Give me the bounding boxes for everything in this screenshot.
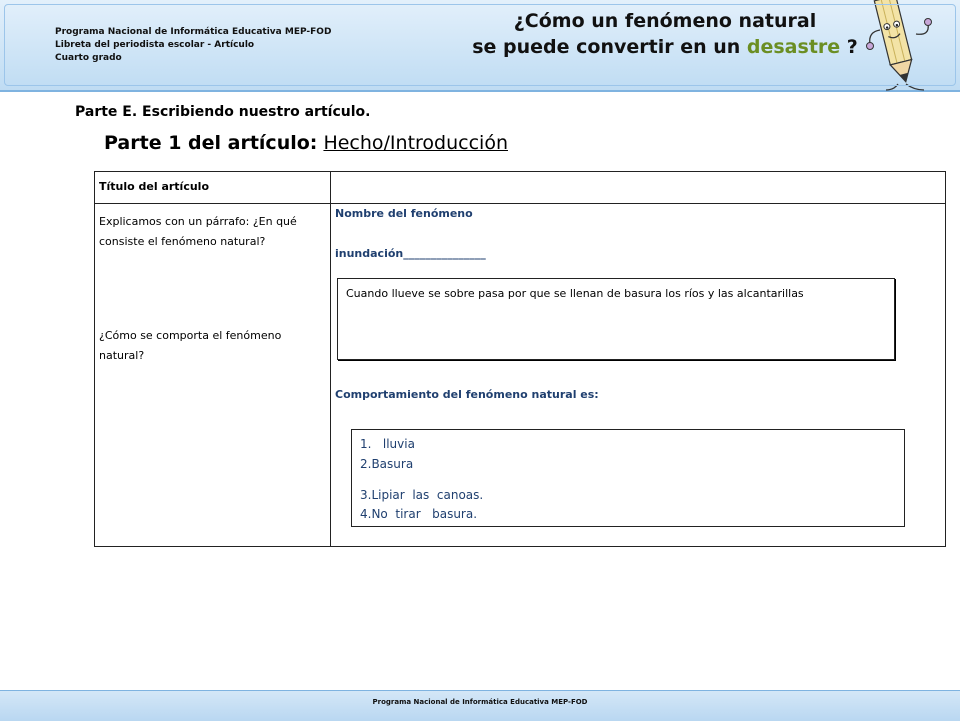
program-name: Programa Nacional de Informática Educativa MEP-FOD (55, 27, 332, 37)
article-title-label: Título del artículo (99, 180, 210, 193)
behavior-item: 3.Lipiar las canoas. (360, 488, 484, 502)
title-row (95, 172, 945, 204)
question-behavior: ¿Cómo se comporta el fenómeno natural? (99, 329, 282, 362)
main-title (430, 8, 900, 60)
part-heading (104, 132, 508, 154)
program-info (55, 26, 331, 65)
description-text: Cuando llueve se sobre pasa por que se llenan de basura los ríos y las alcantarillas (346, 287, 804, 300)
part-heading-label: Parte 1 del artículo: (104, 132, 318, 154)
footer-text: Programa Nacional de Informática Educativa MEP-FOD (372, 698, 588, 706)
behavior-item: 1. lluvia (360, 437, 415, 451)
part-heading-topic: Hecho/Introducción (323, 132, 508, 154)
notebook-name: Libreta del periodista escolar - Artículo (55, 40, 255, 50)
header-band (0, 0, 960, 92)
title-line-1: ¿Cómo un fenómeno natural (513, 10, 817, 32)
title-line-2-start: se puede convertir en un (472, 36, 747, 58)
behavior-item: 4.No tirar basura. (360, 507, 478, 521)
grade-level: Cuarto grado (55, 53, 122, 63)
behavior-item: 2.Basura (360, 457, 414, 471)
column-divider (330, 172, 331, 546)
phenomenon-name-value: inundación_______________ (335, 247, 486, 260)
description-box[interactable] (337, 278, 895, 360)
behavior-list-box[interactable] (351, 429, 905, 527)
behavior-label: Comportamiento del fenómeno natural es: (335, 388, 599, 401)
section-heading: Parte E. Escribiendo nuestro artículo. (75, 104, 371, 120)
question-what-is: Explicamos con un párrafo: ¿En qué consiste el fenómeno natural? (99, 215, 297, 248)
title-line-2 (430, 34, 900, 60)
pencil-mascot-icon (858, 0, 942, 92)
phenomenon-name-label: Nombre del fenómeno (335, 207, 473, 220)
title-accent-word: desastre (746, 36, 841, 58)
article-table (94, 171, 946, 547)
footer-band (0, 690, 960, 721)
title-line-2-end: ? (840, 36, 858, 58)
